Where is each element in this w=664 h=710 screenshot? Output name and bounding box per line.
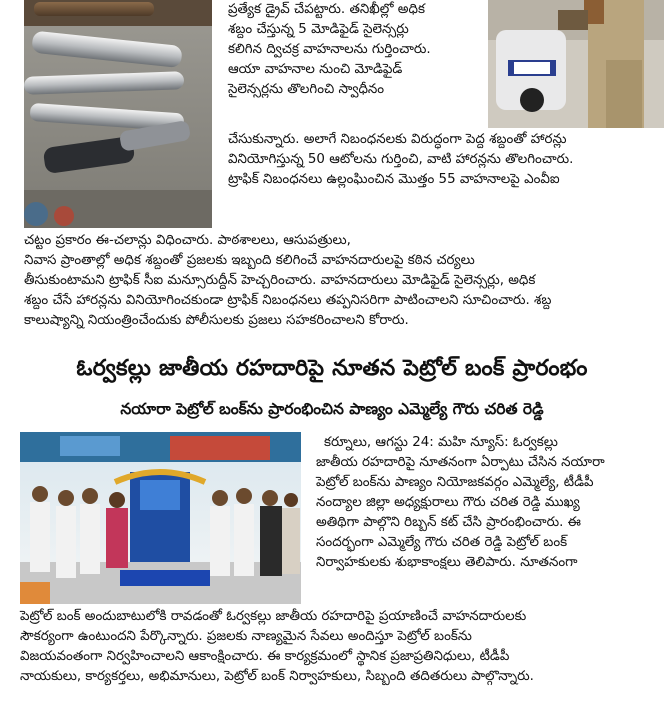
article2-full-text [20,607,658,687]
silencers-photo [24,0,212,228]
inauguration-photo [20,432,301,604]
text-line: నిర్వాహకులకు శుభాకాంక్షలు తెలిపారు. నూతనంగా [316,555,578,570]
text-line: కలిగిన ద్విచక్ర వాహనాలను గుర్తించారు. [228,42,431,57]
text-line: ట్రాఫిక్ నిబంధనలు ఉల్లంఘించిన మొత్తం 55 వాహనాలపై ఎంవీఐ [228,172,560,187]
text-line: నివాస ప్రాంతాల్లో అధిక శబ్దంతో ప్రజలకు ఇబ్బంది కలిగించే వాహనదారులపై కఠిన చర్యలు [24,253,475,268]
text-line: అతిథిగా పాల్గొని రిబ్బన్ కట్ చేసి ప్రారంభించారు. ఈ [316,515,581,530]
text-line: విజయవంతంగా నిర్వహించాలని ఆకాంక్షించారు. ఈ కార్యక్రమంలో స్థానిక ప్రజాప్రతినిధులు, టీడీపీ [20,649,510,664]
text-line: చట్టం ప్రకారం ఈ-చలాన్లు విధించారు. పాఠశాలలు, ఆసుపత్రులు, [24,233,351,248]
article1-full-text [24,231,658,331]
text-line: పెట్రోల్ బంక్ అందుబాటులోకి రావడంతో ఓర్వకల్లు జాతీయ రహదారిపై ప్రయాణించే వాహనదారులకు [20,609,527,624]
text-line: సందర్భంగా ఎమ్మెల్యే గౌరు చరిత రెడ్డి పెట్రోల్ బంక్ [316,535,568,550]
text-line: వినియోగిస్తున్న 50 ఆటోలను గుర్తించి, వాటి హారన్లను తొలగించారు. [228,152,574,167]
traffic-police-photo [488,0,664,128]
text-line: ప్రత్యేక డ్రైవ్ చేపట్టారు. తనిఖీల్లో అధిక [228,2,425,17]
article1-wide-text [228,130,658,190]
article2-headline: ఓర్వకల్లు జాతీయ రహదారిపై నూతన పెట్రోల్ బంక్ ప్రారంభం [76,356,588,381]
text-line: జాతీయ రహదారిపై నూతనంగా ఏర్పాటు చేసిన నయారా [316,455,605,470]
article1-column-text [228,0,484,100]
text-line: సైలెన్సర్లను తొలగించి స్వాధీనం [228,82,385,97]
text-line: కర్నూలు, ఆగస్టు 24: మహి న్యూస్: ఓర్వకల్లు [324,435,558,450]
text-line: శబ్దం చేసే హారన్లను వినియోగించకుండా ట్రాఫిక్ నిబంధనలు తప్పనిసరిగా పాటించాలని సూచించారు. శబ్ద [24,293,552,308]
text-line: కాలుష్యాన్ని నియంత్రించేందుకు పోలీసులకు ప్రజలు సహకరించాలని కోరారు. [24,313,409,328]
text-line: శబ్దం చేస్తున్న 5 మోడిఫైడ్ సైలెన్సర్లు [228,22,409,37]
text-line: ఆయా వాహనాల నుంచి మోడిఫైడ్ [228,62,403,77]
text-line: సౌకర్యంగా ఉంటుందని పేర్కొన్నారు. ప్రజలకు నాణ్యమైన సేవలు అందిస్తూ పెట్రోల్ బంక్‌ను [20,629,472,644]
text-line: చేసుకున్నారు. అలాగే నిబంధనలకు విరుద్ధంగా పెద్ద శబ్దంతో హారన్లు [228,132,567,147]
text-line: పెట్రోల్ బంక్‌ను పాణ్యం నియోజకవర్గం ఎమ్మెల్యే, టీడీపీ [316,475,594,490]
article2-subheadline: నయారా పెట్రోల్ బంక్‌ను ప్రారంభించిన పాణ్యం ఎమ్మెల్యే గౌరు చరిత రెడ్డి [120,400,544,418]
text-line: నాయకులు, కార్యకర్తలు, అభిమానులు, పెట్రోల్ బంక్ నిర్వాహకులు, సిబ్బంది తదితరులు పాల్గొన్నారు. [20,669,534,684]
article2-column-text [316,433,658,573]
text-line: తీసుకుంటామని ట్రాఫిక్ సీఐ మన్సూరుద్దీన్ హెచ్చరించారు. వాహనదారులు మోడిఫైడ్ సైలెన్సర్లు, అధిక [24,273,536,288]
text-line: నంద్యాల జిల్లా అధ్యక్షురాలు గౌరు చరిత రెడ్డి ముఖ్య [316,495,580,510]
